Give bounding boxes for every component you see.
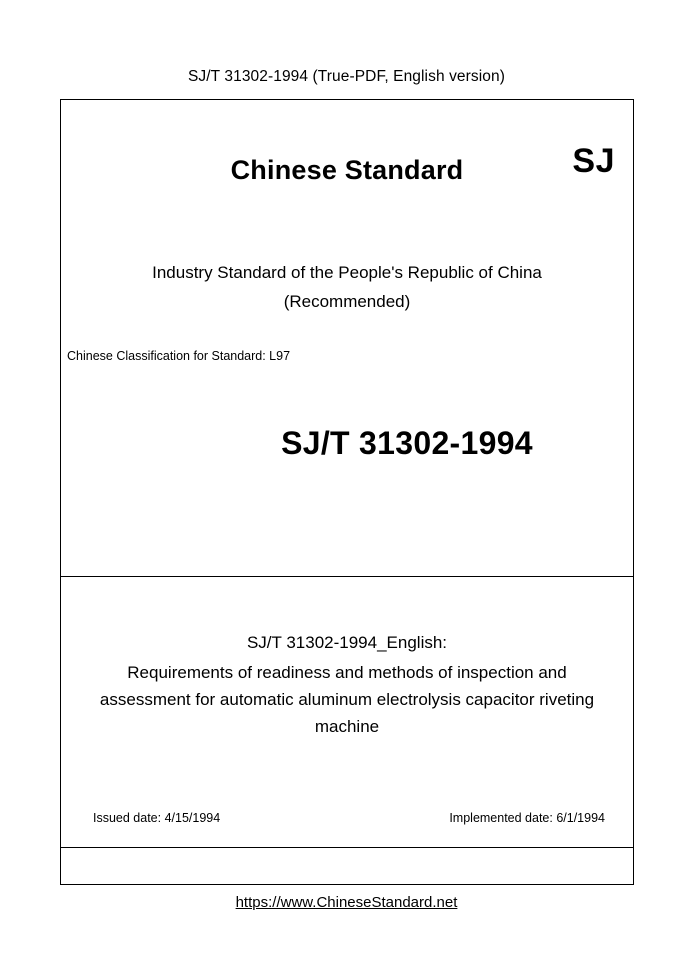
industry-standard-line-2: (Recommended) <box>283 292 411 311</box>
page-caption: SJ/T 31302-1994 (True-PDF, English version) <box>187 68 506 85</box>
cover-bottom-bar <box>61 847 633 884</box>
cover-lower-section <box>61 577 633 847</box>
cover-upper-section <box>61 100 633 577</box>
industry-standard-line-1: Industry Standard of the People's Republic of China <box>152 263 542 282</box>
cover-frame <box>60 99 634 885</box>
classification-code: Chinese Classification for Standard: L97 <box>67 349 291 363</box>
implemented-date: Implemented date: 6/1/1994 <box>449 811 605 825</box>
industry-standard-lines <box>61 258 633 316</box>
website-link[interactable]: https://www.ChineseStandard.net <box>235 894 458 911</box>
english-title: Requirements of readiness and methods of inspection and assessment for automatic aluminum electrolysis capacitor riveting machine <box>99 663 595 736</box>
issued-date: Issued date: 4/15/1994 <box>93 811 221 825</box>
english-version-label: SJ/T 31302-1994_English: <box>246 633 448 652</box>
sj-logo: SJ <box>572 142 615 180</box>
standard-title: Chinese Standard <box>230 155 464 185</box>
standard-number: SJ/T 31302-1994 <box>281 425 533 461</box>
